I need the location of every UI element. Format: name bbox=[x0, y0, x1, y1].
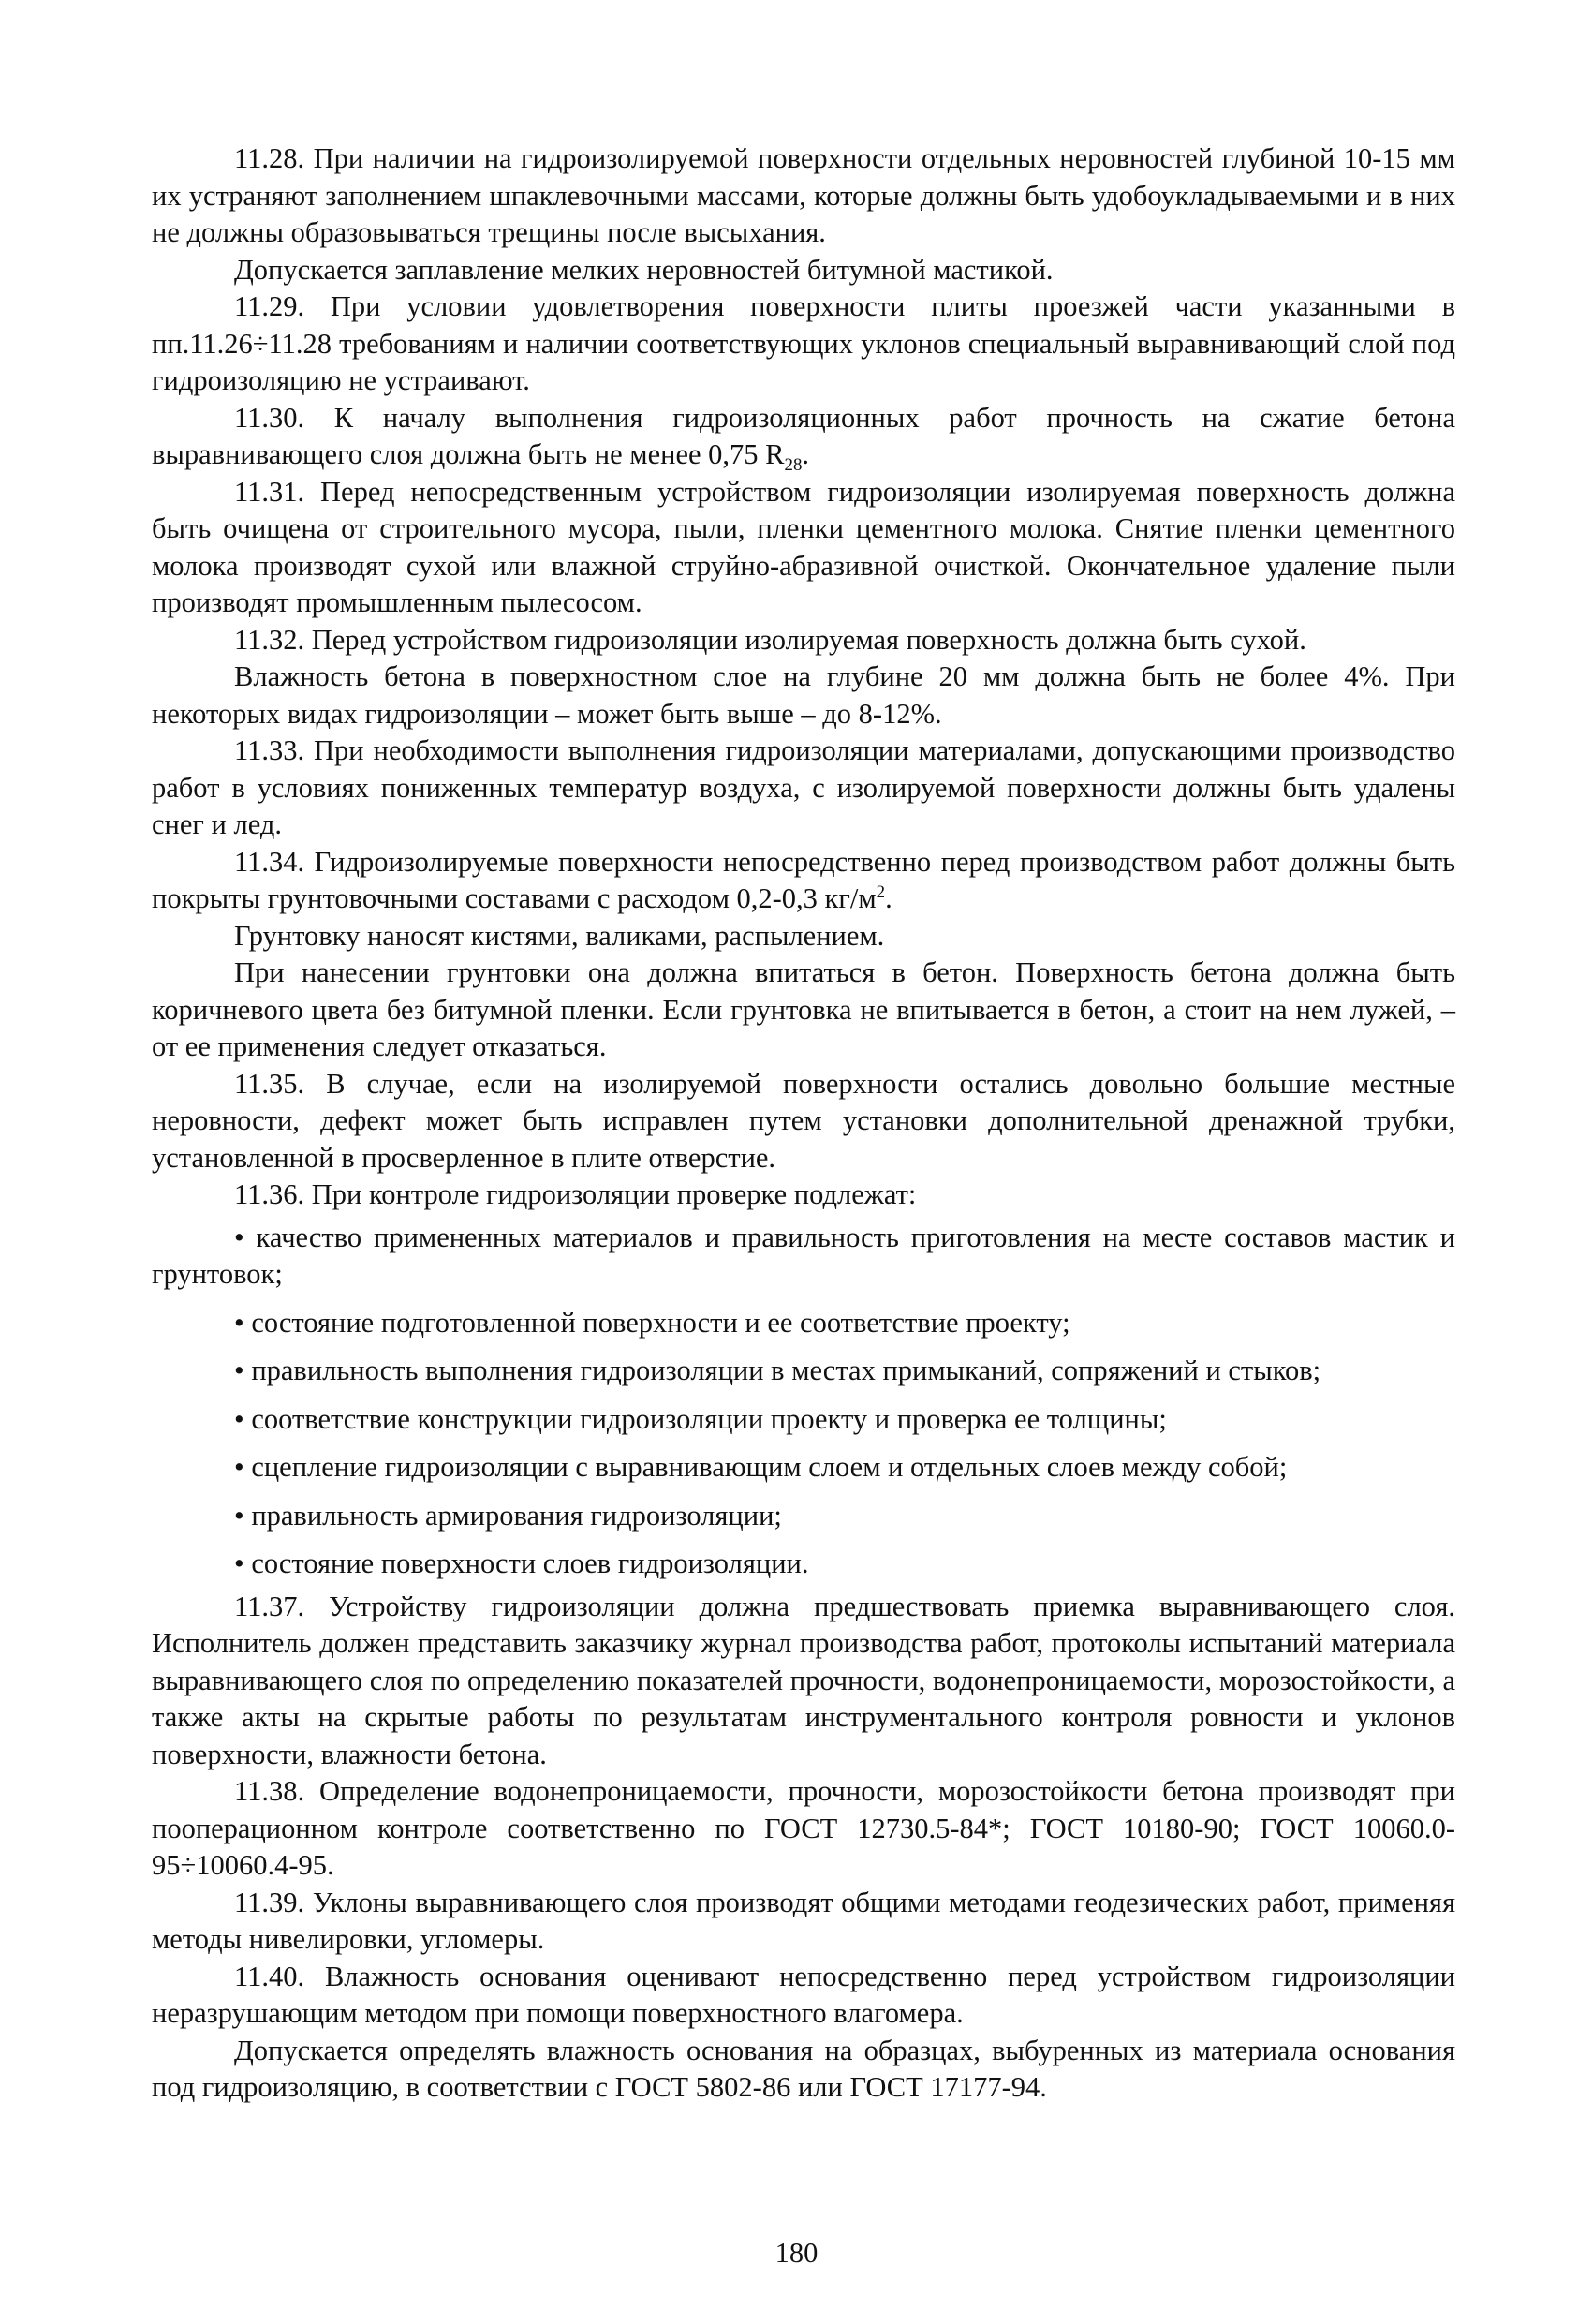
paragraph-11-34-application: Грунтовку наносят кистями, валиками, распылением. bbox=[234, 919, 885, 952]
list-item: • состояние подготовленной поверхности и ее соответствие проекту; bbox=[152, 1299, 1455, 1348]
paragraph-11-34-end: . bbox=[885, 882, 892, 914]
paragraph-11-28: 11.28. При наличии на гидроизолируемой поверхности отдельных неровностей глубиной 10-15 мм их устраняют заполнением шпаклевочными массами, которые должны быть удобоукладываемыми и в них не должны образовываться трещины после высыхания. bbox=[152, 142, 1455, 248]
paragraph-11-37: 11.37. Устройству гидроизоляции должна предшествовать приемка выравнивающего слоя. Исполнитель должен представить заказчику журнал производства работ, протоколы испытаний материала выравнивающего слоя по определению показателей прочности, водонепроницаемости, морозостойкости, а также акты на скрытые работы по результатам инструментального контроля ровности и уклонов поверхности, влажности бетона. bbox=[152, 1590, 1455, 1770]
paragraph-11-34 bbox=[152, 844, 1455, 918]
paragraph-11-29: 11.29. При условии удовлетворения поверхности плиты проезжей части указанными в пп.11.26÷11.28 требованиям и наличии соответствующих уклонов специальный выравнивающий слой под гидроизоляцию не устраивают. bbox=[152, 290, 1455, 396]
paragraph-11-30 bbox=[152, 400, 1455, 474]
list-item: • состояние поверхности слоев гидроизоляции. bbox=[152, 1540, 1455, 1589]
paragraph-11-33: 11.33. При необходимости выполнения гидроизоляции материалами, допускающими производство работ в условиях пониженных температур воздуха, с изолируемой поверхности должны быть удалены снег и лед. bbox=[152, 734, 1455, 840]
paragraph-11-28-note: Допускается заплавление мелких неровностей битумной мастикой. bbox=[234, 253, 1054, 286]
paragraph-11-40: 11.40. Влажность основания оценивают непосредственно перед устройством гидроизоляции неразрушающим методом при помощи поверхностного влагомера. bbox=[152, 1960, 1455, 2029]
list-item: • соответствие конструкции гидроизоляции проекту и проверка ее толщины; bbox=[152, 1396, 1455, 1444]
paragraph-11-30-text: 11.30. К началу выполнения гидроизоляционных работ прочность на сжатие бетона выравнивающего слоя должна быть не менее 0,75 R bbox=[152, 401, 1455, 470]
document-body bbox=[152, 141, 1455, 2107]
paragraph-11-34-superscript: 2 bbox=[876, 881, 886, 902]
paragraph-11-30-end: . bbox=[802, 438, 810, 470]
paragraph-11-40-samples: Допускается определять влажность основания на образцах, выбуренных из материала основания под гидроизоляцию, в соответствии с ГОСТ 5802-86 или ГОСТ 17177-94. bbox=[152, 2034, 1455, 2103]
paragraph-11-35: 11.35. В случае, если на изолируемой поверхности остались довольно большие местные неровности, дефект может быть исправлен путем установки дополнительной дренажной трубки, установленной в просверленное в плите отверстие. bbox=[152, 1067, 1455, 1174]
paragraph-11-38: 11.38. Определение водонепроницаемости, прочности, морозостойкости бетона производят при пооперационном контроле соответственно по ГОСТ 12730.5-84*; ГОСТ 10180-90; ГОСТ 10060.0-95÷10060.4-95. bbox=[152, 1775, 1455, 1881]
list-item: • качество примененных материалов и правильность приготовления на месте составов мастик и грунтовок; bbox=[152, 1214, 1455, 1299]
paragraph-11-31: 11.31. Перед непосредственным устройством гидроизоляции изолируемая поверхность должна быть очищена от строительного мусора, пыли, пленки цементного молока. Снятие пленки цементного молока производят сухой или влажной струйно-абразивной очисткой. Окончательное удаление пыли производят промышленным пылесосом. bbox=[152, 475, 1455, 618]
list-item: • правильность выполнения гидроизоляции в местах примыканий, сопряжений и стыков; bbox=[152, 1347, 1455, 1396]
paragraph-11-30-subscript: 28 bbox=[784, 455, 803, 476]
paragraph-11-32-moisture: Влажность бетона в поверхностном слое на глубине 20 мм должна быть не более 4%. При некоторых видах гидроизоляции – может быть выше – до 8-12%. bbox=[152, 660, 1455, 730]
paragraph-11-32: 11.32. Перед устройством гидроизоляции изолируемая поверхность должна быть сухой. bbox=[234, 623, 1306, 656]
paragraph-11-34-absorption: При нанесении грунтовки она должна впитаться в бетон. Поверхность бетона должна быть коричневого цвета без битумной пленки. Если грунтовка не впитывается в бетон, а стоит на нем лужей, – от ее применения следует отказаться. bbox=[152, 956, 1455, 1062]
paragraph-11-36: 11.36. При контроле гидроизоляции проверке подлежат: bbox=[234, 1178, 917, 1210]
paragraph-11-39: 11.39. Уклоны выравнивающего слоя производят общими методами геодезических работ, применяя методы нивелировки, угломеры. bbox=[152, 1886, 1455, 1955]
inspection-list bbox=[152, 1214, 1455, 1589]
list-item: • сцепление гидроизоляции с выравнивающим слоем и отдельных слоев между собой; bbox=[152, 1443, 1455, 1492]
list-item: • правильность армирования гидроизоляции; bbox=[152, 1492, 1455, 1541]
paragraph-11-34-text: 11.34. Гидроизолируемые поверхности непосредственно перед производством работ должны быть покрыты грунтовочными составами с расходом 0,2-0,3 кг/м bbox=[152, 845, 1455, 914]
page-number: 180 bbox=[774, 2237, 819, 2269]
